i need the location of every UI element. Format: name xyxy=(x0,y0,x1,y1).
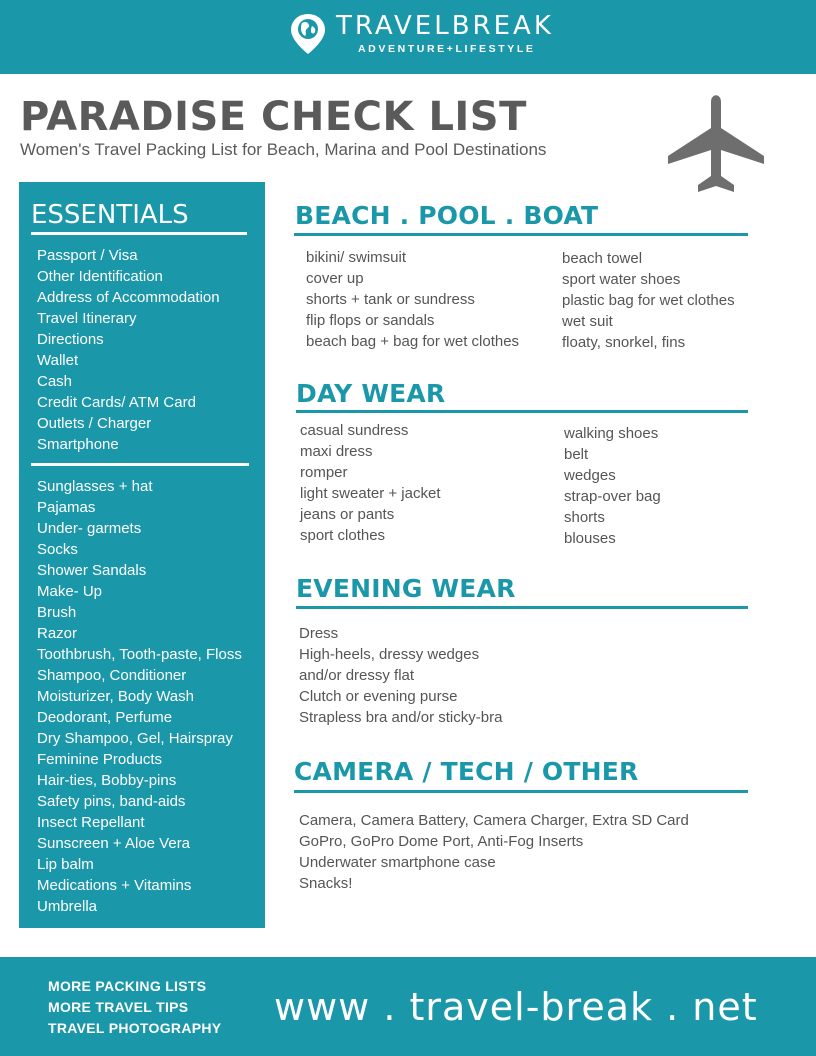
beach-list-right xyxy=(562,248,735,353)
page-title: PARADISE CHECK LIST xyxy=(20,94,527,140)
list-item: Shampoo, Conditioner xyxy=(37,667,187,684)
list-item: Cash xyxy=(37,373,73,390)
list-item: Toothbrush, Tooth-paste, Floss xyxy=(37,646,242,663)
list-item: bikini/ swimsuit xyxy=(306,249,407,266)
list-item: Camera, Camera Battery, Camera Charger, Extra SD Card xyxy=(299,812,689,829)
list-item: Clutch or evening purse xyxy=(299,688,458,705)
list-item: Deodorant, Perfume xyxy=(37,709,173,726)
list-item: Razor xyxy=(37,625,78,642)
list-item: Wallet xyxy=(37,352,79,369)
list-item: Directions xyxy=(37,331,104,348)
list-item: Safety pins, band-aids xyxy=(37,793,186,810)
evening-heading-rule xyxy=(296,606,748,609)
list-item: jeans or pants xyxy=(300,506,395,523)
list-item: blouses xyxy=(564,530,616,547)
list-item: casual sundress xyxy=(300,422,409,439)
list-item: plastic bag for wet clothes xyxy=(562,292,735,309)
evening-list xyxy=(299,623,502,728)
list-item: Brush xyxy=(37,604,77,621)
list-item: Medications + Vitamins xyxy=(37,877,192,894)
list-item: Address of Accommodation xyxy=(37,289,220,306)
list-item: belt xyxy=(564,446,589,463)
daywear-heading: DAY WEAR xyxy=(296,379,446,408)
list-item: Other Identification xyxy=(37,268,163,285)
brand-name[interactable]: TRAVELBREAK xyxy=(336,11,554,41)
list-item: Outlets / Charger xyxy=(37,415,152,432)
list-item: light sweater + jacket xyxy=(300,485,441,502)
list-item: and/or dressy flat xyxy=(299,667,415,684)
list-item: maxi dress xyxy=(300,443,373,460)
tech-heading-rule xyxy=(294,790,748,793)
list-item: Insect Repellant xyxy=(37,814,145,831)
list-item: wet suit xyxy=(562,313,613,330)
website-url[interactable]: www . travel-break . net xyxy=(274,985,758,1029)
list-item: Moisturizer, Body Wash xyxy=(37,688,194,705)
list-item: cover up xyxy=(306,270,364,287)
list-item: Under- garmets xyxy=(37,520,142,537)
daywear-list-right xyxy=(564,423,661,549)
footer-bar xyxy=(0,957,816,1056)
list-item: sport clothes xyxy=(300,527,386,544)
list-item: Underwater smartphone case xyxy=(299,854,496,871)
list-item: Dress xyxy=(299,625,339,642)
list-item: romper xyxy=(300,464,348,481)
list-item: Sunscreen + Aloe Vera xyxy=(37,835,191,852)
list-item: Sunglasses + hat xyxy=(37,478,153,495)
list-item: sport water shoes xyxy=(562,271,681,288)
evening-heading: EVENING WEAR xyxy=(296,574,516,603)
list-item: Pajamas xyxy=(37,499,96,516)
list-item: Dry Shampoo, Gel, Hairspray xyxy=(37,730,233,747)
list-item: shorts xyxy=(564,509,605,526)
list-item: Smartphone xyxy=(37,436,119,453)
tech-list xyxy=(299,810,689,894)
list-item: shorts + tank or sundress xyxy=(306,291,475,308)
list-item: Credit Cards/ ATM Card xyxy=(37,394,196,411)
essentials-divider xyxy=(31,463,249,466)
beach-heading-rule xyxy=(294,233,748,236)
list-item: beach towel xyxy=(562,250,643,267)
header-bar xyxy=(0,0,816,74)
list-item: Travel Itinerary xyxy=(37,310,137,327)
footer-links xyxy=(48,976,221,1039)
brand-tagline: ADVENTURE+LIFESTYLE xyxy=(358,43,536,55)
essentials-panel xyxy=(19,182,265,928)
essentials-heading: ESSENTIALS xyxy=(31,200,189,230)
list-item: walking shoes xyxy=(564,425,659,442)
list-item: Shower Sandals xyxy=(37,562,147,579)
list-item: GoPro, GoPro Dome Port, Anti-Fog Inserts xyxy=(299,833,584,850)
list-item: Snacks! xyxy=(299,875,353,892)
list-item: flip flops or sandals xyxy=(306,312,435,329)
list-item: beach bag + bag for wet clothes xyxy=(306,333,520,350)
essentials-list-documents xyxy=(37,245,220,455)
page-subtitle: Women's Travel Packing List for Beach, Marina and Pool Destinations xyxy=(20,140,547,159)
list-item: Umbrella xyxy=(37,898,98,915)
list-item: wedges xyxy=(564,467,616,484)
list-item: Strapless bra and/or sticky-bra xyxy=(299,709,503,726)
list-item: strap-over bag xyxy=(564,488,661,505)
essentials-list-toiletries xyxy=(37,476,242,917)
beach-list-left xyxy=(306,247,519,352)
list-item: Passport / Visa xyxy=(37,247,138,264)
list-item: Feminine Products xyxy=(37,751,163,768)
list-item: Lip balm xyxy=(37,856,94,873)
footer-link-photography[interactable]: TRAVEL PHOTOGRAPHY xyxy=(48,1020,222,1036)
daywear-heading-rule xyxy=(296,410,748,413)
list-item: High-heels, dressy wedges xyxy=(299,646,480,663)
list-item: floaty, snorkel, fins xyxy=(562,334,686,351)
list-item: Hair-ties, Bobby-pins xyxy=(37,772,177,789)
footer-link-packing-lists[interactable]: MORE PACKING LISTS xyxy=(48,978,207,994)
airplane-icon xyxy=(664,88,768,196)
list-item: Socks xyxy=(37,541,78,558)
footer-link-travel-tips[interactable]: MORE TRAVEL TIPS xyxy=(48,999,189,1015)
tech-heading: CAMERA / TECH / OTHER xyxy=(294,757,639,786)
list-item: Make- Up xyxy=(37,583,103,600)
essentials-heading-rule xyxy=(31,232,247,235)
daywear-list-left xyxy=(300,420,441,546)
beach-heading: BEACH . POOL . BOAT xyxy=(295,201,599,230)
map-pin-globe-icon[interactable] xyxy=(288,12,328,56)
